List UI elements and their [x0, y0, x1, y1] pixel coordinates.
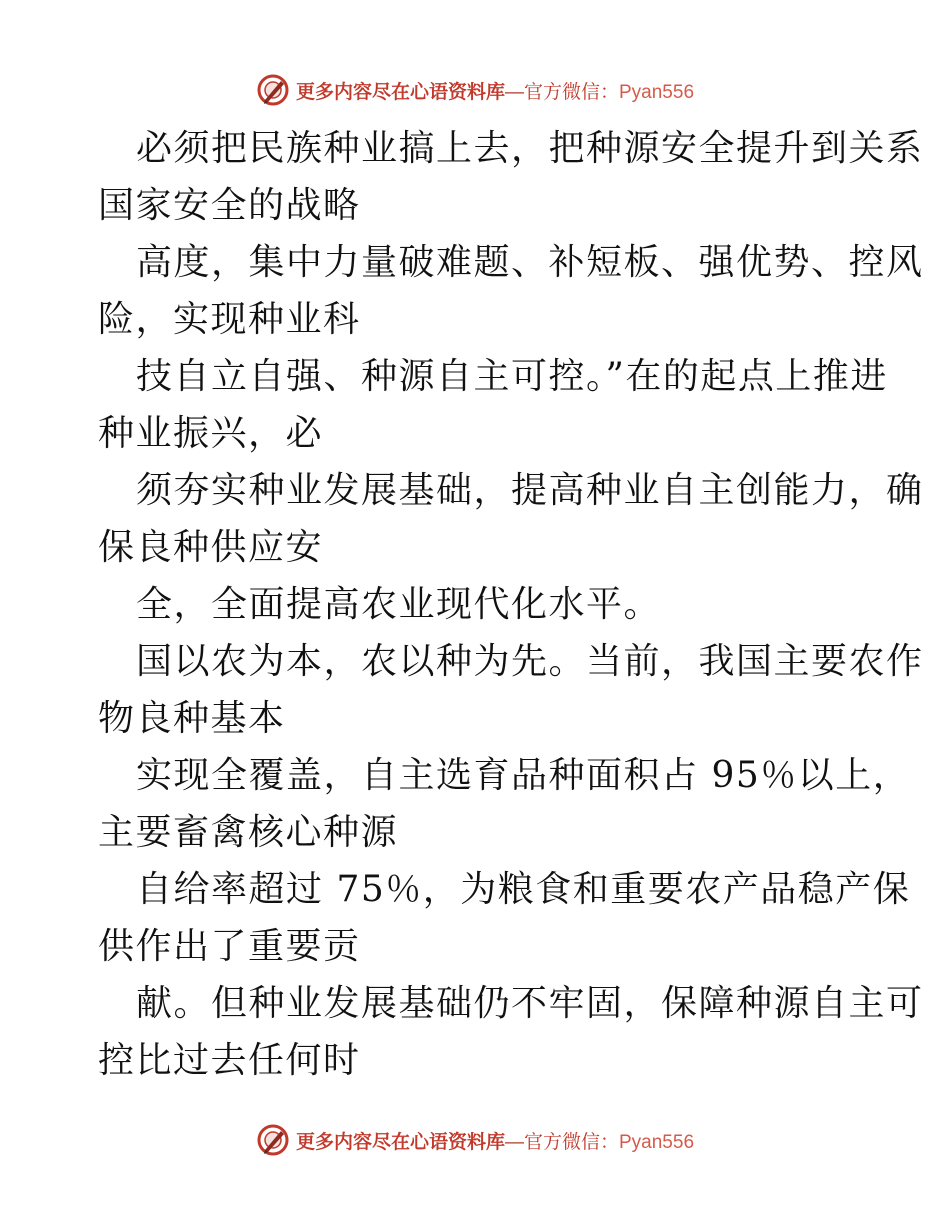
- body-line: 供作出了重要贡: [98, 926, 361, 967]
- body-line: 高度，集中力量破难题、补短板、强优势、控风: [136, 242, 924, 283]
- header-banner-text: 更多内容尽在心语资料库: [295, 80, 505, 103]
- footer-banner-separator: —: [504, 1131, 524, 1153]
- footer-banner-text: 更多内容尽在心语资料库: [295, 1130, 505, 1153]
- pen-logo-icon: [256, 1123, 290, 1157]
- body-line: 技自立自强、种源自主可控。”在的起点上推进: [136, 356, 888, 397]
- footer-banner[interactable]: [0, 1120, 950, 1160]
- body-text: [98, 120, 924, 1089]
- body-line: 保良种供应安: [98, 527, 324, 568]
- body-line: 全，全面提高农业现代化水平。: [136, 584, 662, 625]
- body-line: 国家安全的战略: [98, 185, 361, 226]
- footer-wechat-handle: Pyan556: [619, 1131, 695, 1153]
- body-line: 主要畜禽核心种源: [98, 812, 399, 853]
- body-line: 实现全覆盖，自主选育品种面积占 95％以上，: [136, 755, 911, 796]
- body-line: 须夯实种业发展基础，提高种业自主创能力，确: [136, 470, 924, 511]
- header-banner-label: [296, 77, 694, 104]
- body-line: 险，实现种业科: [98, 299, 361, 340]
- body-line: 国以农为本，农以种为先。当前，我国主要农作: [136, 641, 924, 682]
- body-line: 必须把民族种业搞上去，把种源安全提升到关系: [136, 128, 924, 169]
- header-wechat-label: 官方微信：: [523, 80, 619, 103]
- body-line: 物良种基本: [98, 698, 286, 739]
- footer-banner-label: [296, 1127, 694, 1154]
- body-line: 献。但种业发展基础仍不牢固，保障种源自主可: [136, 983, 924, 1024]
- footer-wechat-label: 官方微信：: [523, 1130, 619, 1153]
- header-banner[interactable]: [0, 70, 950, 110]
- header-banner-separator: —: [504, 81, 524, 103]
- body-line: 控比过去任何时: [98, 1040, 361, 1081]
- pen-logo-icon: [256, 73, 290, 107]
- body-line: 自给率超过 75％，为粮食和重要农产品稳产保: [136, 869, 911, 910]
- header-wechat-handle: Pyan556: [619, 81, 695, 103]
- body-line: 种业振兴，必: [98, 413, 324, 454]
